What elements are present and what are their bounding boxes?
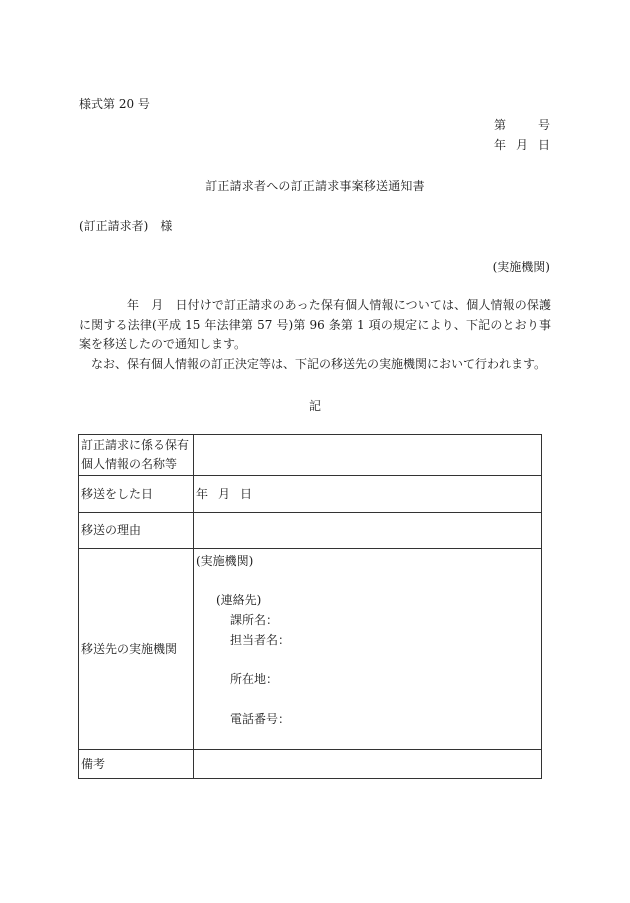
issue-date-year: 年 [494, 138, 507, 152]
transfer-date-label: 移送をした日 [79, 476, 194, 513]
body-text [79, 296, 551, 374]
transfer-date-day: 日 [240, 486, 253, 501]
personal-info-name-value [194, 435, 542, 476]
transfer-date-month: 月 [218, 486, 231, 501]
destination-agency-value [194, 549, 542, 750]
contact-person: 担当者名： [230, 633, 291, 647]
table-row [79, 549, 542, 750]
transfer-reason-value [194, 513, 542, 549]
remarks-value [194, 750, 542, 779]
contact-address: 所在地： [230, 672, 279, 686]
body-paragraph-1: 年 月 日付けで訂正請求のあった保有個人情報については、個人情報の保護に関する法律(平成 15 年法律第 57 号)第 96 条第 1 項の規定により、下記のとおり事案を移送したので通知します。 [79, 298, 551, 351]
contact-department: 課所名： [230, 613, 279, 627]
addressee: (訂正請求者) 様 [79, 219, 173, 233]
contact-heading: (連絡先) [216, 593, 262, 607]
issue-date-line [494, 137, 550, 153]
table-row [79, 750, 542, 779]
destination-agency-name: (実施機関) [196, 554, 254, 568]
transfer-details-table [78, 434, 542, 779]
table-row [79, 435, 542, 476]
ki-heading: 記 [308, 399, 321, 413]
transfer-date-year: 年 [196, 486, 209, 501]
contact-phone: 電話番号： [230, 712, 291, 726]
document-title: 訂正請求者への訂正請求事案移送通知書 [205, 179, 425, 193]
form-number: 様式第 20 号 [79, 97, 150, 111]
document-number-prefix: 第 [494, 118, 507, 132]
personal-info-name-label: 訂正請求に係る保有個人情報の名称等 [79, 435, 194, 476]
body-paragraph-2: なお、保有個人情報の訂正決定等は、下記の移送先の実施機関において行われます。 [91, 356, 547, 371]
issue-date-day: 日 [537, 138, 550, 152]
document-number-line [494, 117, 550, 133]
destination-agency-label: 移送先の実施機関 [79, 549, 194, 750]
table-row [79, 513, 542, 549]
remarks-label: 備考 [79, 750, 194, 779]
transfer-date-value [194, 476, 542, 513]
document-number-suffix: 号 [537, 118, 550, 132]
issuing-agency: (実施機関) [492, 260, 550, 274]
table-row [79, 476, 542, 513]
transfer-reason-label: 移送の理由 [79, 513, 194, 549]
issue-date-month: 月 [515, 138, 528, 152]
